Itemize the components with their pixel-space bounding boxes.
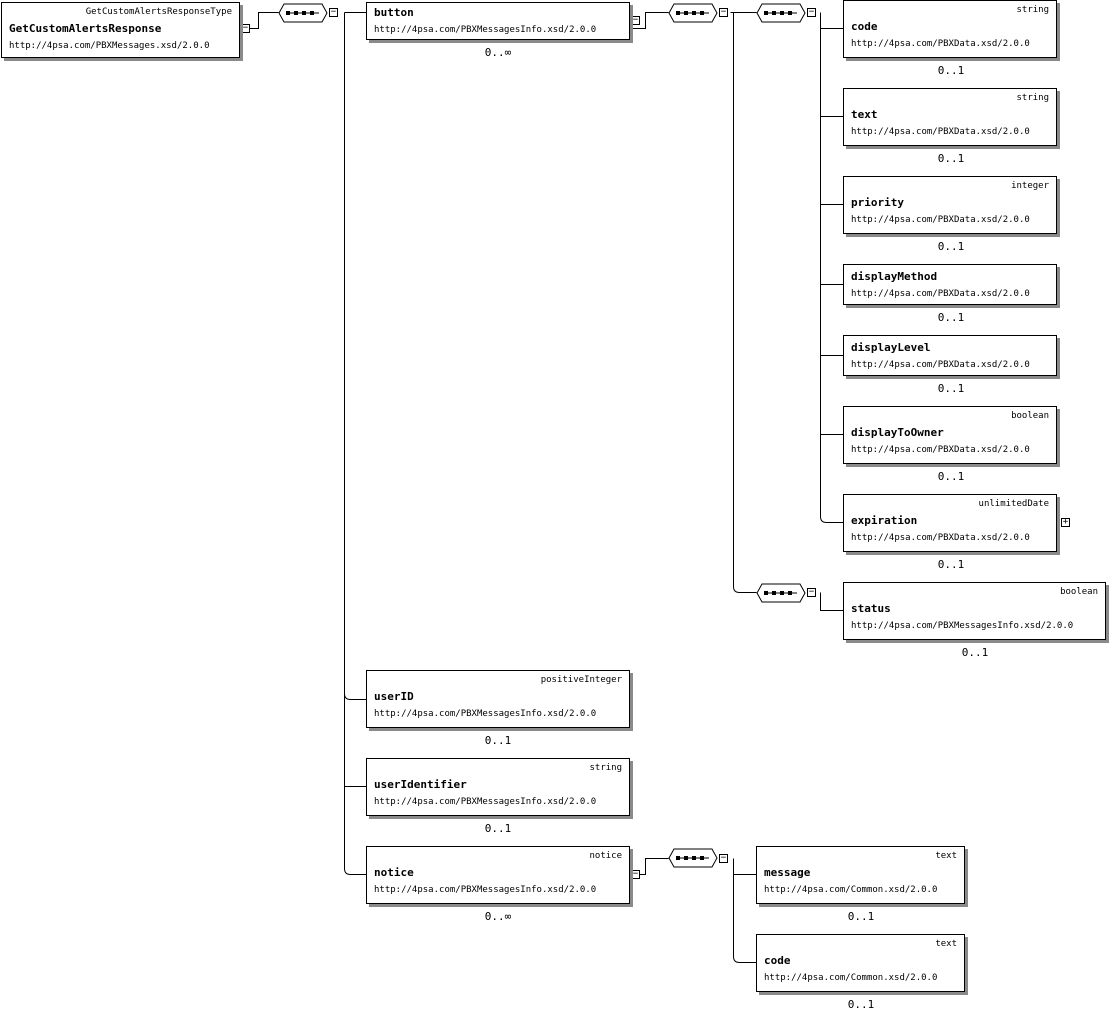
occurrence-label: 0..1	[937, 382, 965, 395]
element-name: priority	[851, 196, 904, 209]
element-namespace: http://4psa.com/PBXMessagesInfo.xsd/2.0.0	[374, 885, 597, 895]
collapse-toggle-sequence-3[interactable]: −	[808, 587, 815, 597]
element-box-userID[interactable]	[366, 670, 630, 728]
sequence-compositor-icon	[756, 583, 806, 603]
element-namespace: http://4psa.com/PBXData.xsd/2.0.0	[851, 127, 1030, 137]
element-name: userID	[374, 690, 414, 703]
element-type: boolean	[1060, 587, 1098, 597]
element-box-displayToOwner[interactable]	[843, 406, 1057, 464]
root-element-box[interactable]	[1, 2, 240, 58]
element-type: positiveInteger	[540, 675, 622, 685]
element-name: message	[764, 866, 811, 879]
sequence-compositor-icon	[668, 848, 718, 868]
collapse-toggle-choice[interactable]: −	[720, 7, 727, 17]
element-name: GetCustomAlertsResponse	[9, 22, 162, 35]
element-box-displayMethod[interactable]	[843, 264, 1057, 305]
element-box-code[interactable]	[843, 0, 1057, 58]
element-name: code	[851, 20, 878, 33]
element-box-message[interactable]	[756, 846, 965, 904]
element-namespace: http://4psa.com/PBXData.xsd/2.0.0	[851, 445, 1030, 455]
element-namespace: http://4psa.com/PBXData.xsd/2.0.0	[851, 215, 1030, 225]
element-namespace: http://4psa.com/PBXMessagesInfo.xsd/2.0.0	[374, 25, 597, 35]
occurrence-label: 0..1	[937, 311, 965, 324]
occurrence-label: 0..1	[847, 910, 875, 923]
occurrence-label: 0..1	[937, 470, 965, 483]
element-box-button[interactable]	[366, 2, 630, 40]
expand-toggle-expiration[interactable]: +	[1062, 517, 1069, 527]
element-box-status[interactable]	[843, 582, 1106, 640]
occurrence-label: 0..1	[484, 822, 512, 835]
occurrence-label: 0..1	[937, 64, 965, 77]
element-box-notice[interactable]	[366, 846, 630, 904]
element-box-userIdentifier[interactable]	[366, 758, 630, 816]
element-name: userIdentifier	[374, 778, 467, 791]
collapse-toggle-root[interactable]: −	[242, 23, 249, 33]
occurrence-label: 0..1	[961, 646, 989, 659]
element-name: displayToOwner	[851, 426, 944, 439]
sequence-compositor-icon	[668, 3, 718, 23]
element-box-displayLevel[interactable]	[843, 335, 1057, 376]
element-type: text	[935, 851, 957, 861]
collapse-toggle-sequence[interactable]: −	[330, 7, 337, 17]
element-box-expiration[interactable]	[843, 494, 1057, 552]
element-type: GetCustomAlertsResponseType	[85, 7, 232, 17]
element-type: unlimitedDate	[978, 499, 1049, 509]
sequence-compositor-icon	[278, 3, 328, 23]
occurrence-label: 0..∞	[484, 910, 512, 923]
occurrence-label: 0..∞	[484, 46, 512, 59]
element-box-text[interactable]	[843, 88, 1057, 146]
element-box-priority[interactable]	[843, 176, 1057, 234]
element-type: string	[1016, 93, 1049, 103]
element-type: string	[1016, 5, 1049, 15]
element-namespace: http://4psa.com/PBXData.xsd/2.0.0	[851, 533, 1030, 543]
element-type: boolean	[1011, 411, 1049, 421]
element-namespace: http://4psa.com/PBXMessagesInfo.xsd/2.0.0	[374, 709, 597, 719]
element-name: displayLevel	[851, 341, 931, 354]
element-namespace: http://4psa.com/PBXData.xsd/2.0.0	[851, 289, 1030, 299]
sequence-compositor-icon	[756, 3, 806, 23]
occurrence-label: 0..1	[484, 734, 512, 747]
element-name: displayMethod	[851, 270, 938, 283]
element-name: notice	[374, 866, 414, 879]
element-namespace: http://4psa.com/PBXMessages.xsd/2.0.0	[9, 41, 210, 51]
collapse-toggle-button[interactable]: −	[632, 15, 639, 25]
occurrence-label: 0..1	[847, 998, 875, 1011]
occurrence-label: 0..1	[937, 558, 965, 571]
collapse-toggle-notice[interactable]: −	[632, 869, 639, 879]
collapse-toggle-sequence-2[interactable]: −	[808, 7, 815, 17]
element-namespace: http://4psa.com/PBXMessagesInfo.xsd/2.0.0	[374, 797, 597, 807]
element-namespace: http://4psa.com/Common.xsd/2.0.0	[764, 885, 938, 895]
element-name: text	[851, 108, 878, 121]
element-namespace: http://4psa.com/PBXMessagesInfo.xsd/2.0.0	[851, 621, 1074, 631]
element-name: button	[374, 6, 414, 19]
collapse-toggle-sequence-4[interactable]: −	[720, 853, 727, 863]
element-type: string	[589, 763, 622, 773]
element-box-notice-code[interactable]	[756, 934, 965, 992]
element-type: notice	[589, 851, 622, 861]
element-name: code	[764, 954, 791, 967]
element-namespace: http://4psa.com/PBXData.xsd/2.0.0	[851, 39, 1030, 49]
element-namespace: http://4psa.com/PBXData.xsd/2.0.0	[851, 360, 1030, 370]
element-namespace: http://4psa.com/Common.xsd/2.0.0	[764, 973, 938, 983]
element-type: integer	[1011, 181, 1049, 191]
occurrence-label: 0..1	[937, 240, 965, 253]
element-name: status	[851, 602, 891, 615]
occurrence-label: 0..1	[937, 152, 965, 165]
element-name: expiration	[851, 514, 918, 527]
element-type: text	[935, 939, 957, 949]
